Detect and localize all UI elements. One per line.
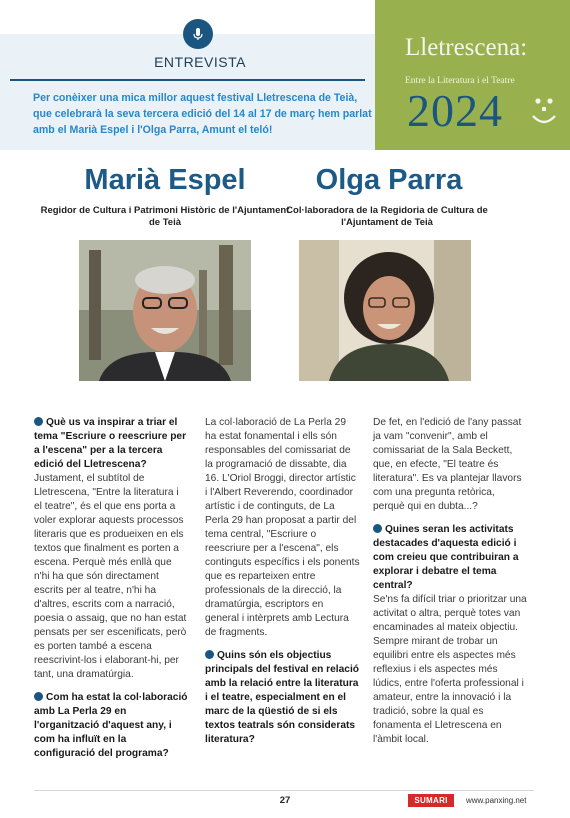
photo-olga-parra: [299, 240, 471, 381]
person-role-maria-espel: Regidor de Cultura i Patrimoni Històric de l'Ajuntament de Teià: [40, 205, 290, 228]
smiley-icon: [531, 96, 557, 130]
question-bullet-icon: [205, 650, 214, 659]
article-column-1: [34, 416, 189, 761]
section-label: ENTREVISTA: [154, 54, 246, 70]
sumari-button[interactable]: SUMARI: [408, 794, 454, 807]
question-bullet-icon: [34, 692, 43, 701]
question-bullet-icon: [373, 524, 382, 533]
photo-maria-espel: [79, 240, 251, 381]
footer-divider: [34, 790, 534, 791]
article-column-2: [205, 416, 360, 747]
festival-subtitle: Entre la Literatura i el Teatre: [405, 76, 515, 86]
question-2: Com ha estat la col·laboració amb La Perla 29 en l'organització d'aquest any, i com ha influït en la configuració del programa?: [34, 692, 188, 759]
answer-1: Justament, el subtítol de Lletrescena, "Entre la literatura i el teatre", és el que ens porta a voler explorar aquests processos literaris que es produeixen en els textos que finalment es porten a escena. Perquè més enllà que n'hi ha que són directament escrits per al teatre, n'hi ha d'altres, escrits com a narració, poesia o assaig, que no han estat pensats per ser escenificats, però es porten també a escena reescrivint-los i elaborant-hi, per tant, una dramatúrgia.: [34, 473, 187, 680]
question-4: Quines seran les activitats destacades d'aquesta edició i com creieu que contribuiran a explorar i debatre el tema central?: [373, 524, 519, 591]
festival-box: [375, 0, 570, 150]
intro-text: Per conèixer una mica millor aquest festival Lletrescena de Teià, que celebrarà la seva tercera edició del 14 al 17 de març hem parlat amb el Marià Espel i l'Olga Parra, Amunt el teló!: [33, 92, 372, 136]
website-link[interactable]: www.panxing.net: [466, 796, 527, 805]
microphone-emblem-icon: [183, 19, 213, 49]
person-role-olga-parra: Col·laboradora de la Regidoria de Cultura de l'Ajuntament de Teià: [286, 205, 488, 228]
festival-year: 2024: [407, 85, 503, 136]
section-divider: [10, 79, 365, 81]
article-column-3: [373, 416, 528, 747]
question-1: Què us va inspirar a triar el tema "Escriure o reescriure per a l'escena" per a la tercera edició del Lletrescena?: [34, 417, 187, 470]
answer-3: De fet, en l'edició de l'any passat ja vam "convenir", amb el comissariat de la Sala Beckett, que, en efecte, "El teatre és literatura". Es va plantejar llavors com una pregunta retòrica, perquè qui en dubta...?: [373, 417, 522, 512]
page-number: 27: [279, 795, 291, 806]
answer-2: La col·laboració de La Perla 29 ha estat fonamental i ells són responsables del comissariat de la programació de dissabte, dia 16. L'Oriol Broggi, director artístic i l'Albert Reverendo, coordinador artístic i de continguts, de La Perla 29 han proposat a partir del tema central, "Escriure o reescriure per a l'escena", els continguts específics i els ponents que es reparteixen entre professionals de la direcció, la dramatúrgia, escriptors en general i intèrprets amb Lectura de fragments.: [205, 417, 360, 638]
question-3: Quins són els objectius principals del festival en relació amb la relació entre la literatura i el teatre, especialment en el marc de la qüestió de si els textos teatrals són considerats literatura?: [205, 650, 360, 745]
person-name-maria-espel: Marià Espel: [84, 164, 246, 196]
person-name-olga-parra: Olga Parra: [315, 164, 463, 196]
answer-4: Se'ns fa difícil triar o prioritzar una activitat o altra, perquè totes van encaminades al mateix objectiu. Sempre mirant de trobar un equilibri entre els aspectes més reflexius i els aspectes més lúdics, entre l'oferta professional i amateur, entre la innovació i la tradició, sobre la qual es fonamenta el Lletrescena en l'àmbit local.: [373, 594, 527, 745]
festival-title: Lletrescena:: [405, 34, 528, 61]
question-bullet-icon: [34, 417, 43, 426]
